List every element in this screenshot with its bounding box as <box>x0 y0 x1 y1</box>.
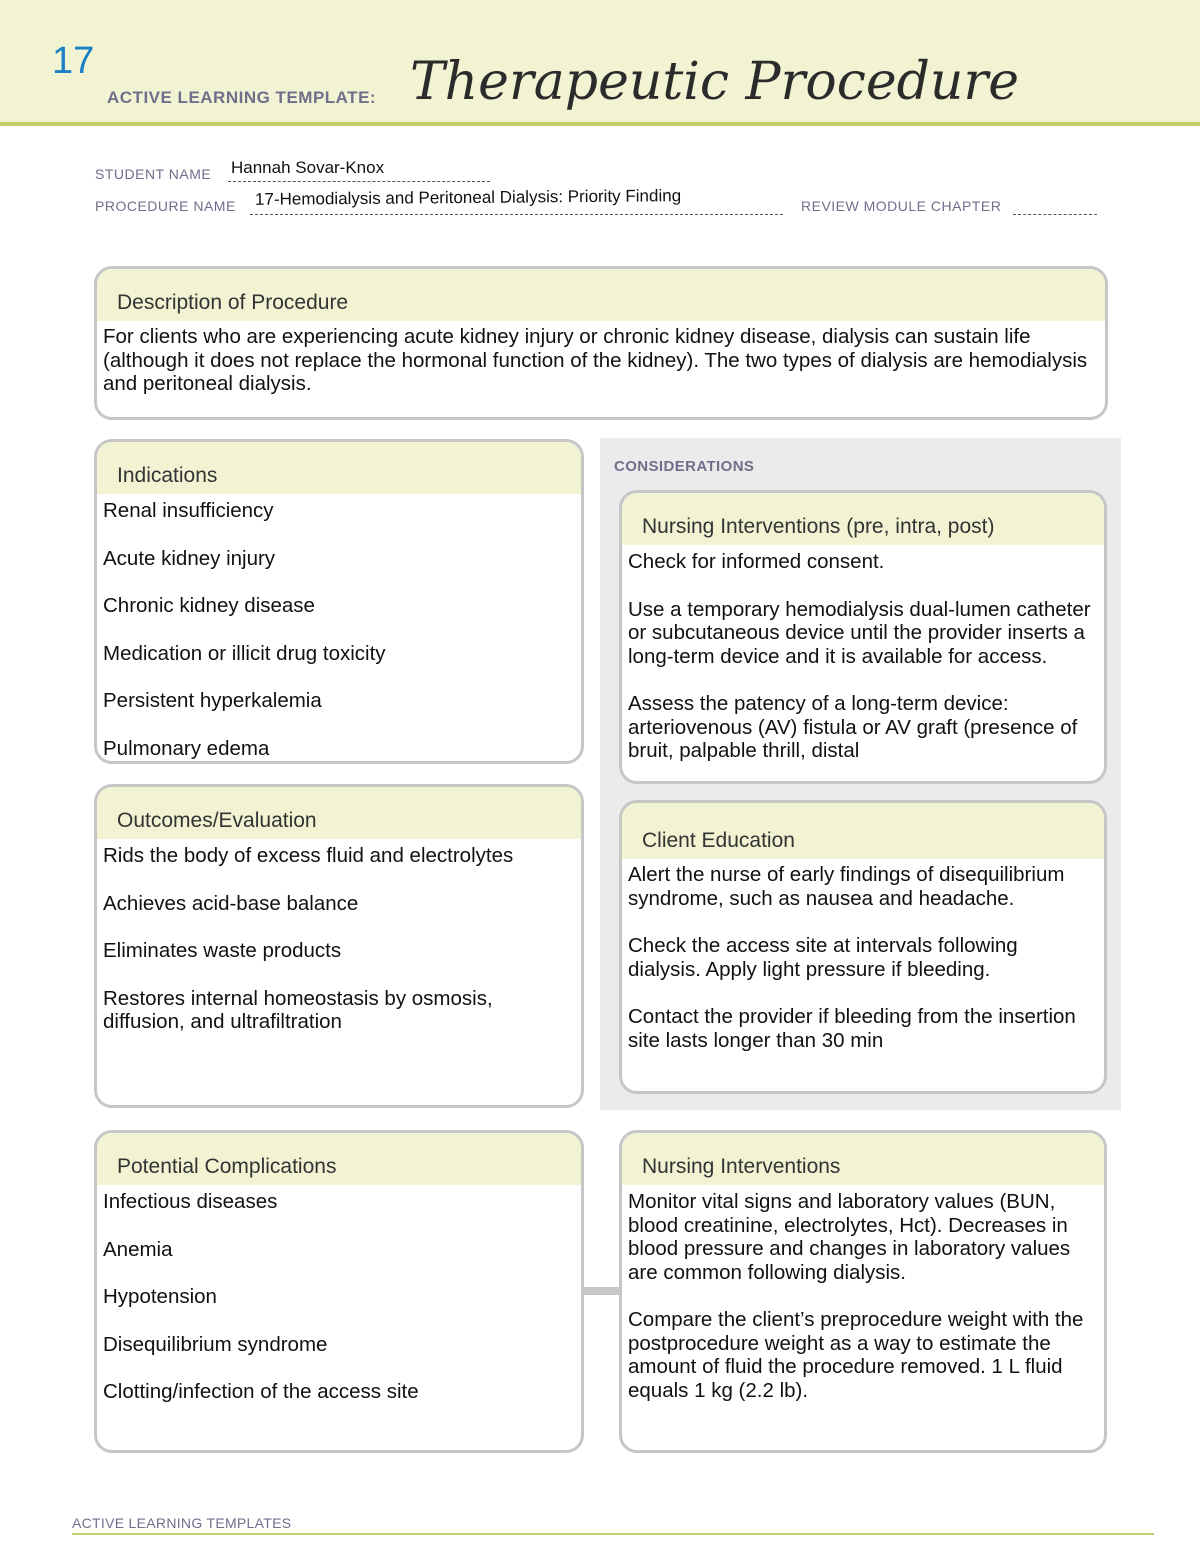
template-label: ACTIVE LEARNING TEMPLATE: <box>107 88 377 107</box>
nursing-interventions-box <box>619 1130 1107 1453</box>
list-item: Check for informed consent. <box>628 550 885 573</box>
list-item: Use a temporary hemodialysis dual-lumen catheter or subcutaneous device until the provider inserts a long-term device and it is available for access. <box>628 597 1091 668</box>
list-item: Chronic kidney disease <box>103 594 315 617</box>
list-item: Infectious diseases <box>103 1190 278 1213</box>
client-education-list <box>622 859 1104 1052</box>
list-item: Contact the provider if bleeding from the insertion site lasts longer than 30 min <box>628 1005 1076 1052</box>
procedure-name-field[interactable]: 17-Hemodialysis and Peritoneal Dialysis: Priority Finding <box>254 186 682 209</box>
list-item: Restores internal homeostasis by osmosis, diffusion, and ultrafiltration <box>103 986 493 1033</box>
list-item: Rids the body of excess fluid and electrolytes <box>103 844 514 867</box>
list-item: Anemia <box>103 1237 173 1261</box>
footer-text: ACTIVE LEARNING TEMPLATES <box>72 1515 292 1531</box>
considerations-label: CONSIDERATIONS <box>614 458 755 475</box>
list-item: Compare the client’s preprocedure weight with the postprocedure weight as a way to estimate the amount of fluid the procedure removed. 1 L fluid equals 1 kg (2.2 lb). <box>628 1308 1084 1402</box>
indications-list <box>97 494 581 760</box>
description-text: For clients who are experiencing acute kidney injury or chronic kidney disease, dialysis can sustain life (although it does not replace the hormonal function of the kidney). The two types of dialysis are hemodialysis and peritoneal dialysis. <box>103 325 1088 395</box>
indications-box <box>94 439 584 764</box>
list-item: Renal insufficiency <box>103 499 274 522</box>
nursing-interventions-pip-box <box>619 490 1107 784</box>
description-heading: Description of Procedure <box>97 269 1105 321</box>
list-item: Disequilibrium syndrome <box>103 1332 328 1356</box>
page-number: 17 <box>52 40 95 82</box>
list-item: Assess the patency of a long-term device: arteriovenous (AV) fistula or AV graft (presence of bruit, palpable thrill, distal <box>628 692 1078 762</box>
nursing-interventions-pip-heading: Nursing Interventions (pre, intra, post) <box>622 493 1104 545</box>
student-name-line <box>228 181 490 182</box>
complications-box <box>94 1130 584 1453</box>
complications-list <box>97 1185 581 1404</box>
list-item: Acute kidney injury <box>103 546 276 570</box>
outcomes-list <box>97 839 581 1034</box>
review-module-label: REVIEW MODULE CHAPTER <box>801 198 1002 214</box>
description-box <box>94 266 1108 420</box>
outcomes-box <box>94 784 584 1108</box>
nursing-interventions-heading: Nursing Interventions <box>622 1133 1104 1185</box>
list-item: Pulmonary edema <box>103 736 270 760</box>
template-title: Therapeutic Procedure <box>410 52 1019 112</box>
nursing-interventions-list <box>622 1185 1104 1402</box>
student-name-label: STUDENT NAME <box>95 166 212 182</box>
review-module-field[interactable] <box>1013 214 1097 215</box>
list-item: Alert the nurse of early findings of disequilibrium syndrome, such as nausea and headache. <box>628 863 1065 910</box>
list-item: Medication or illicit drug toxicity <box>103 641 386 665</box>
student-name-field[interactable]: Hannah Sovar-Knox <box>231 158 385 177</box>
header-divider <box>0 122 1200 126</box>
client-education-heading: Client Education <box>622 803 1104 859</box>
list-item: Monitor vital signs and laboratory values (BUN, blood creatinine, electrolytes, Hct). Decreases in blood pressure and changes in laboratory values are common following dialysis. <box>628 1190 1071 1284</box>
client-education-box <box>619 800 1107 1094</box>
nursing-interventions-pip-list <box>622 545 1104 763</box>
outcomes-heading: Outcomes/Evaluation <box>97 787 581 839</box>
list-item: Check the access site at intervals following dialysis. Apply light pressure if bleeding. <box>628 934 1018 981</box>
list-item: Eliminates waste products <box>103 939 342 962</box>
list-item: Persistent hyperkalemia <box>103 689 322 712</box>
list-item: Clotting/infection of the access site <box>103 1380 419 1403</box>
box-connector <box>582 1287 622 1295</box>
complications-heading: Potential Complications <box>97 1133 581 1185</box>
list-item: Achieves acid-base balance <box>103 891 359 915</box>
procedure-name-line <box>250 214 783 215</box>
list-item: Hypotension <box>103 1285 217 1308</box>
procedure-name-label: PROCEDURE NAME <box>95 198 236 214</box>
footer-divider <box>72 1533 1154 1535</box>
indications-heading: Indications <box>97 442 581 494</box>
